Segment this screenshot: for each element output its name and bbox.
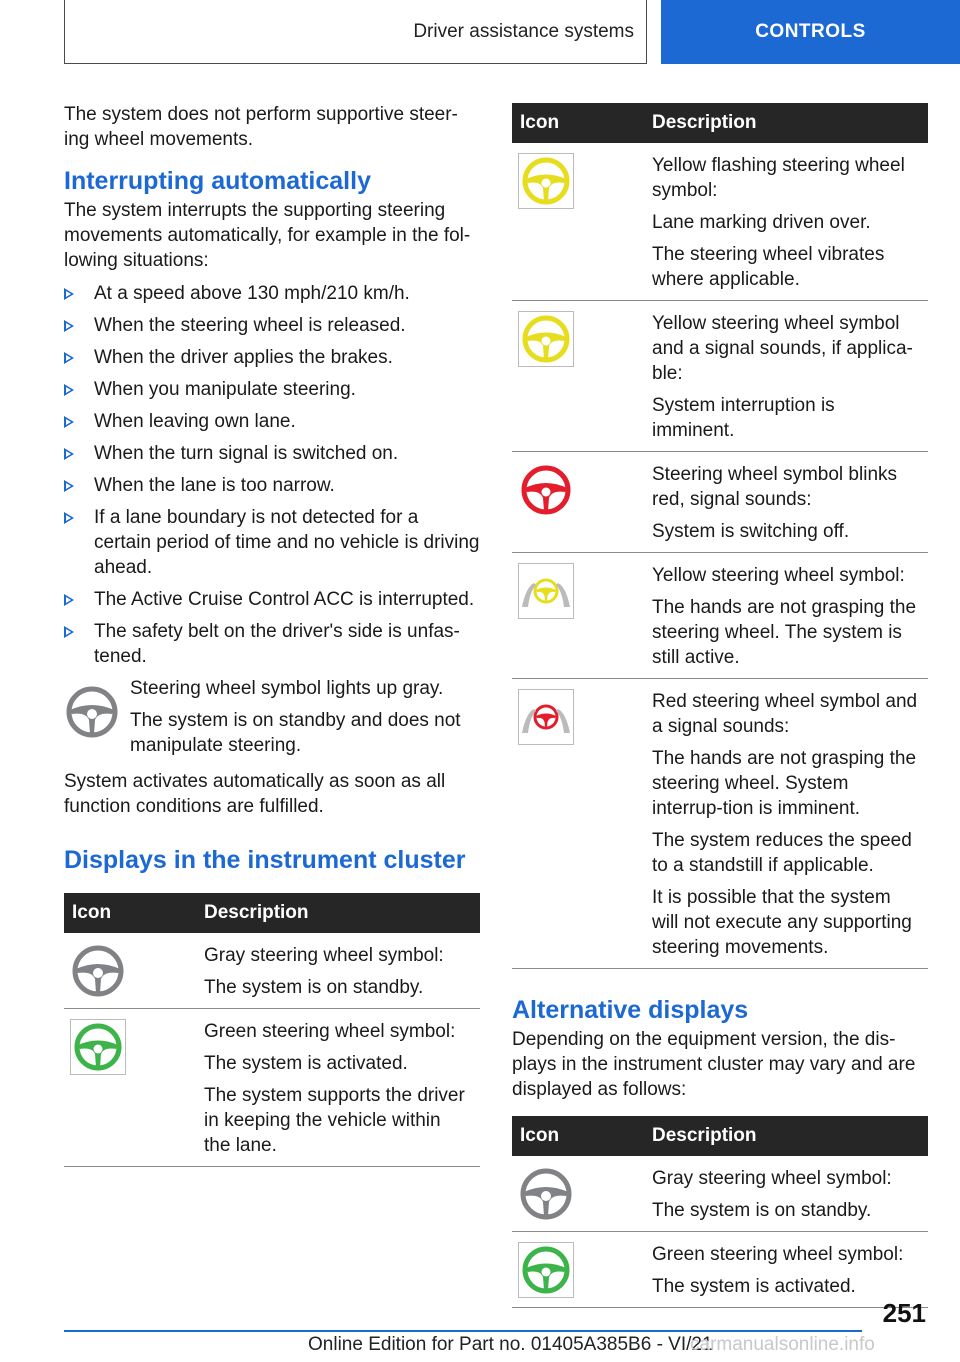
table-row: Green steering wheel symbol: The system is activated. The system supports the driver in keeping the vehicle within the lane. (64, 1009, 480, 1167)
header-chapter-title: CONTROLS (755, 21, 866, 42)
list-item: The safety belt on the driver's side is unfas-tened. (64, 619, 480, 669)
table-row: Yellow steering wheel symbol and a signal sounds, if applica-ble: System interruption is imminent. (512, 301, 928, 452)
activates-text: System activates automatically as soon as all function conditions are fulfilled. (64, 771, 446, 817)
table-row: Gray steering wheel symbol: The system is on standby. (512, 1156, 928, 1232)
displays-table-continued (512, 103, 928, 969)
yellow-flashing-steering-wheel-icon (518, 153, 636, 209)
table-header (512, 1116, 928, 1156)
table-header (64, 893, 480, 933)
table-row: Green steering wheel symbol: The system is activated. (512, 1232, 928, 1308)
intro-text: The system does not perform supportive steer-ing wheel movements. (64, 104, 458, 150)
heading-interrupting: Interrupting automatically (64, 167, 371, 195)
table-row: Steering wheel symbol blinks red, signal sounds: System is switching off. (512, 452, 928, 553)
interrupt-bullets (64, 281, 480, 669)
header-section-title: Driver assistance systems (413, 20, 634, 42)
red-hands-off-steering-wheel-icon (518, 689, 636, 745)
watermark: carmanualsonline.info (690, 1334, 875, 1355)
bullet-triangle-icon (64, 320, 74, 332)
footer-edition: Online Edition for Part no. 01405A385B6 - VI/21 (308, 1334, 713, 1355)
header-section (64, 0, 647, 64)
page-number: 251 (882, 1298, 926, 1328)
list-item: When leaving own lane. (64, 409, 480, 434)
gray-steering-wheel-icon (70, 943, 188, 999)
note-line: Steering wheel symbol lights up gray. (130, 678, 444, 699)
col-icon-header: Icon (64, 893, 196, 933)
list-item: If a lane boundary is not detected for a certain period of time and no vehicle is driving ahead. (64, 505, 480, 580)
heading-displays: Displays in the instrument cluster (64, 846, 466, 874)
list-item: When the lane is too narrow. (64, 473, 480, 498)
note-line: The system is on standby and does not manipulate steering. (130, 710, 461, 756)
col-desc-header: Description (644, 1116, 928, 1156)
red-steering-wheel-icon (518, 462, 636, 518)
footer-divider (64, 1330, 862, 1332)
gray-steering-wheel-icon (518, 1166, 636, 1222)
table-row: Yellow flashing steering wheel symbol: Lane marking driven over. The steering wheel vibrates where applicable. (512, 143, 928, 301)
table-row: Red steering wheel symbol and a signal sounds: The hands are not grasping the steering wheel. System interrup-tion is imminent. The system reduces the speed to a standstill if applicable. It is possible that the system will not execute any supporting steering movements. (512, 679, 928, 969)
yellow-hands-off-steering-wheel-icon (518, 563, 636, 619)
gray-steering-wheel-icon (64, 684, 120, 765)
bullet-triangle-icon (64, 352, 74, 364)
yellow-steering-wheel-icon (518, 311, 636, 367)
green-steering-wheel-icon (70, 1019, 188, 1075)
bullet-triangle-icon (64, 594, 74, 606)
table-row: Yellow steering wheel symbol: The hands are not grasping the steering wheel. The system is still active. (512, 553, 928, 679)
heading-alternative: Alternative displays (512, 996, 749, 1024)
bullet-triangle-icon (64, 448, 74, 460)
right-column (512, 103, 928, 1308)
alternative-text: Depending on the equipment version, the dis-plays in the instrument cluster may vary and are displayed as follows: (512, 1029, 916, 1100)
bullet-triangle-icon (64, 480, 74, 492)
header-chapter (661, 0, 960, 64)
standby-note (64, 676, 480, 765)
list-item: When you manipulate steering. (64, 377, 480, 402)
list-item: When the steering wheel is released. (64, 313, 480, 338)
interrupting-text: The system interrupts the supporting steering movements automatically, for example in the fol-lowing situations: (64, 200, 471, 271)
col-desc-header: Description (196, 893, 480, 933)
list-item: The Active Cruise Control ACC is interrupted. (64, 587, 480, 612)
green-steering-wheel-icon (518, 1242, 636, 1298)
list-item: When the turn signal is switched on. (64, 441, 480, 466)
col-icon-header: Icon (512, 103, 644, 143)
list-item: When the driver applies the brakes. (64, 345, 480, 370)
col-desc-header: Description (644, 103, 928, 143)
table-row: Gray steering wheel symbol: The system is on standby. (64, 933, 480, 1009)
bullet-triangle-icon (64, 416, 74, 428)
table-header (512, 103, 928, 143)
col-icon-header: Icon (512, 1116, 644, 1156)
bullet-triangle-icon (64, 626, 74, 638)
list-item: At a speed above 130 mph/210 km/h. (64, 281, 480, 306)
left-column (64, 102, 480, 1167)
displays-table (64, 893, 480, 1167)
bullet-triangle-icon (64, 512, 74, 524)
bullet-triangle-icon (64, 288, 74, 300)
alternative-table (512, 1116, 928, 1308)
bullet-triangle-icon (64, 384, 74, 396)
